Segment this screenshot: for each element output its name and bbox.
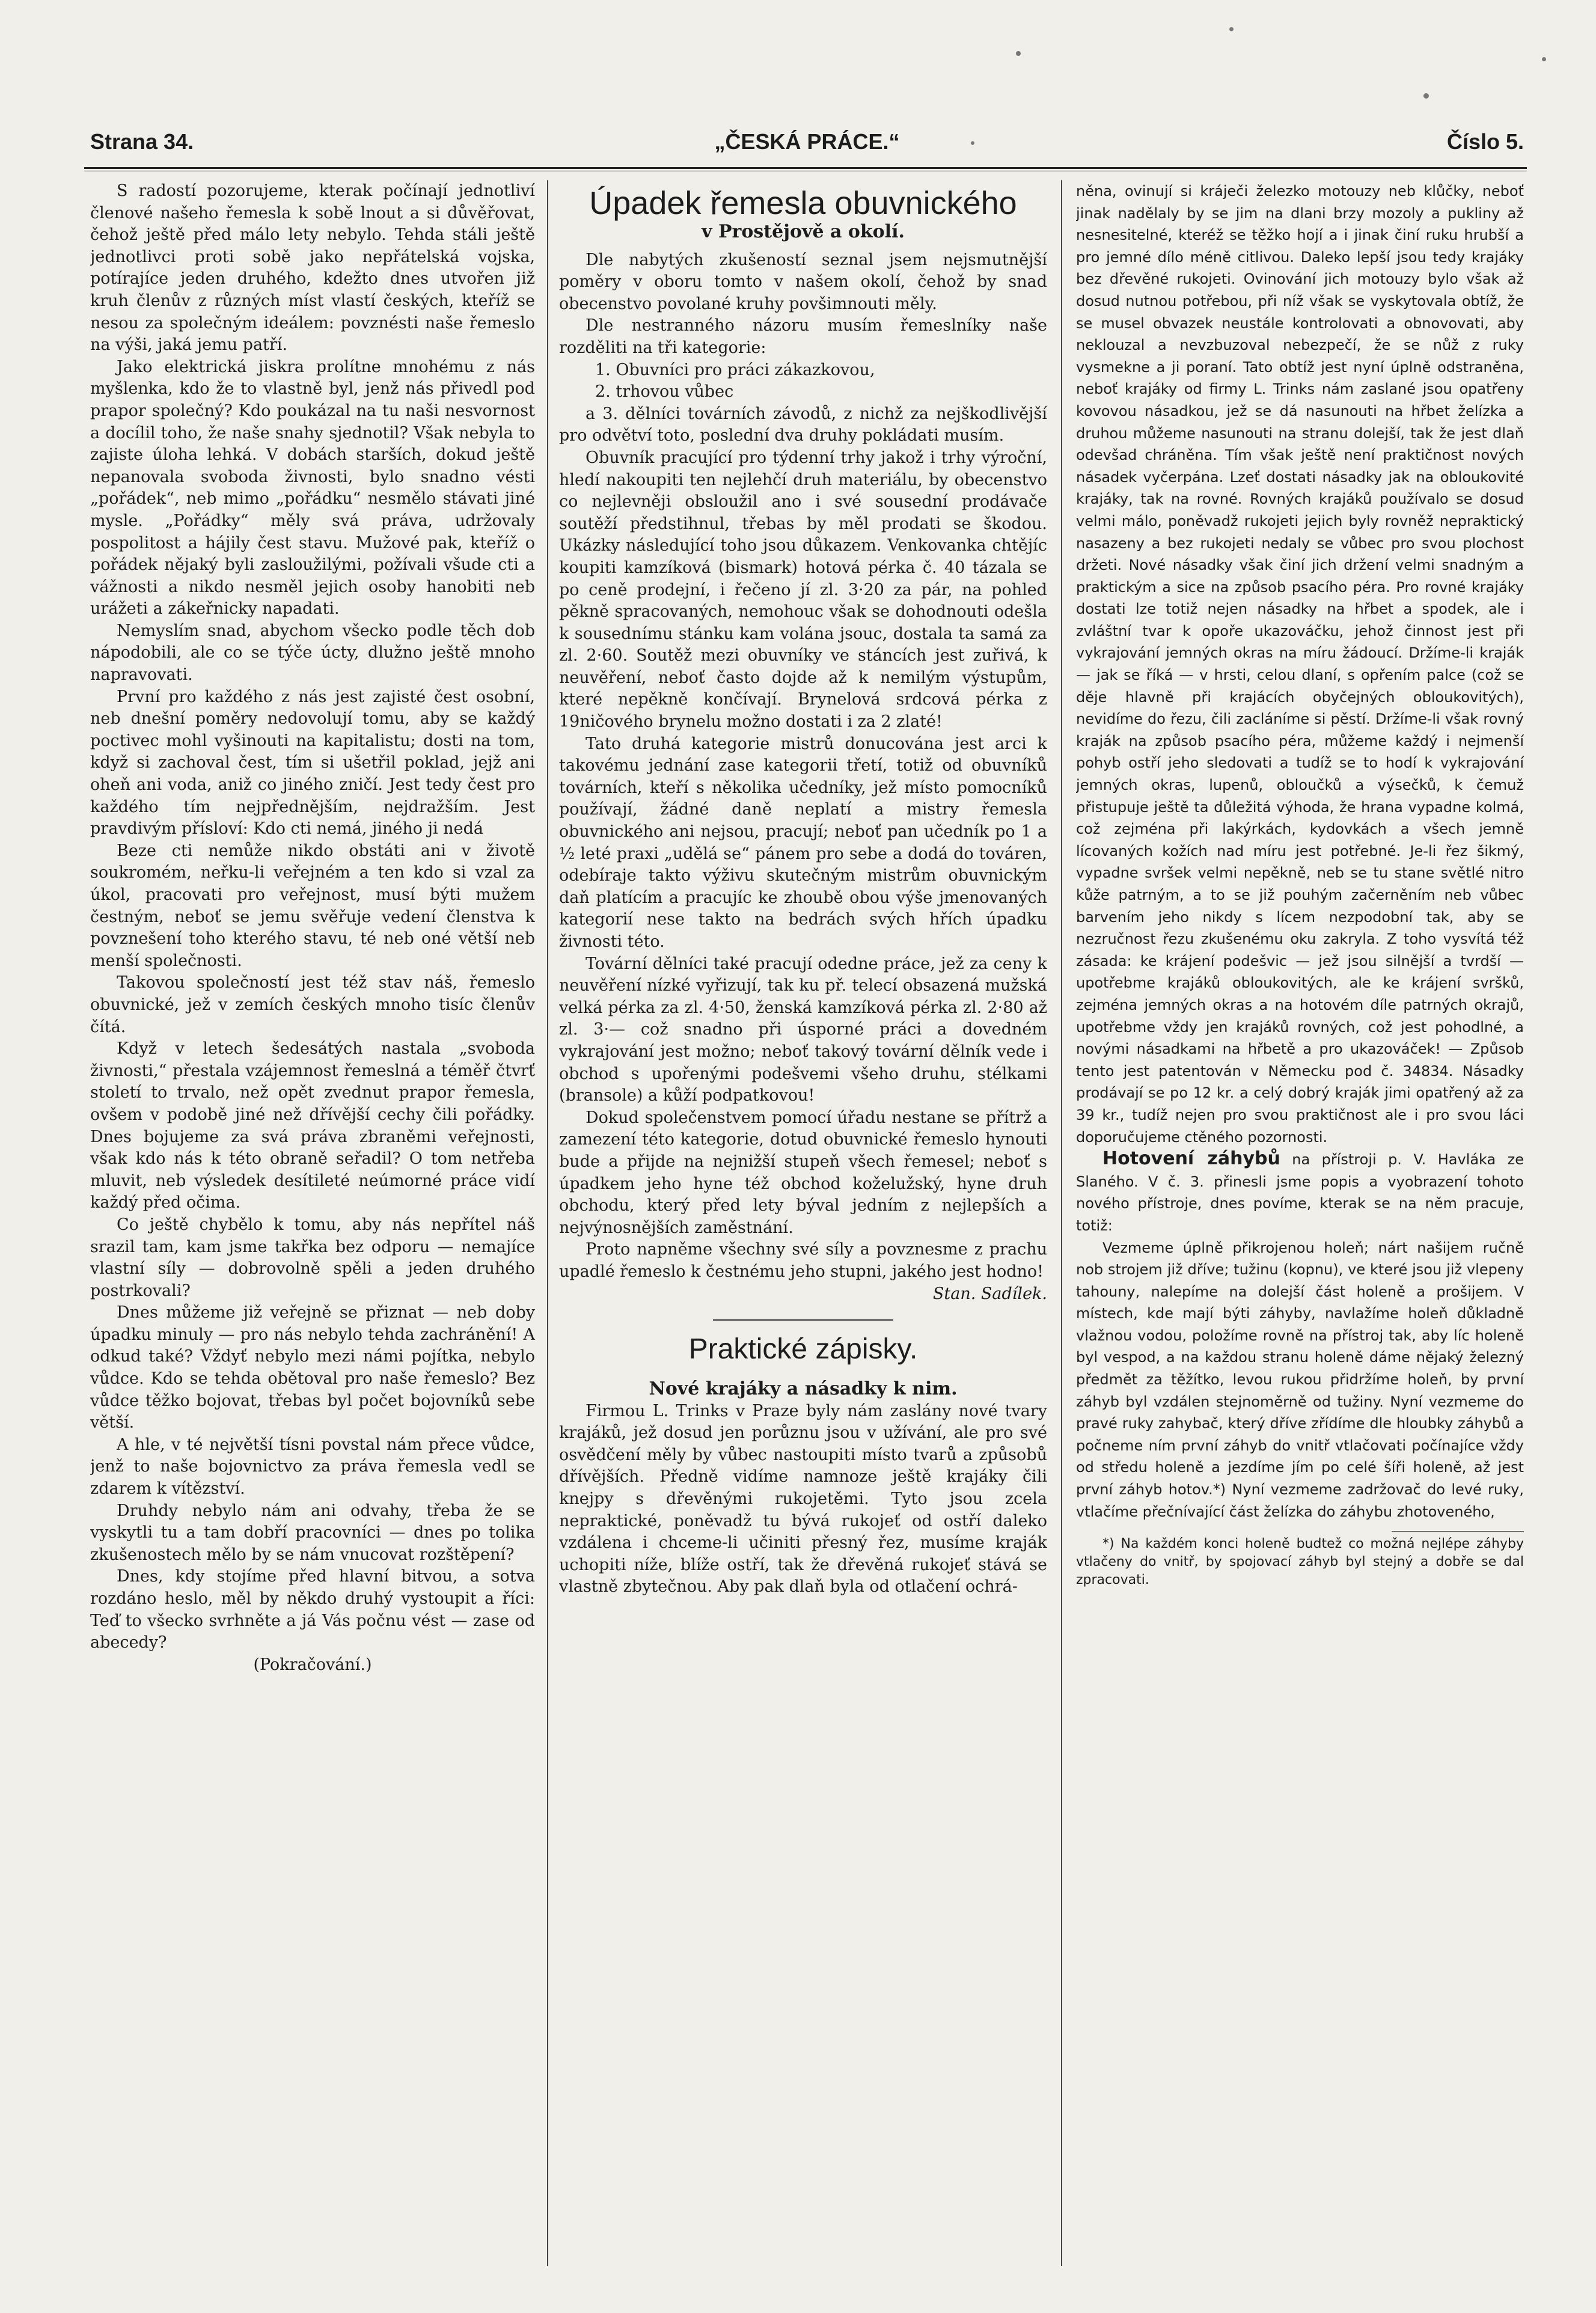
paragraph: Dnes můžeme již veřejně se přiznat — neb doby úpadku minuly — pro nás nebylo tehda zachránění! A odkud také? Vždyť nebylo mezi námi pojítka, nebylo vůdce. Kdo se tehda obětoval pro naše řemeslo? Bez vůdce těžko bojovat, třebas byl počet bojovníků sebe větší.	[90, 1303, 535, 1432]
paragraph: Jako elektrická jiskra prolítne mnohému z nás myšlenka, kdo že to vlastně byl, jenž nás přivedl pod prapor společný? Kdo poukázal na tu naši nesvornost a docílil toho, že naše snahy sjednotil? Však nebyla to zajiste úloha lehká. V dobách starších, dokud ještě nepanovala svoboda živnosti, bylo snadno vésti „pořádek“, neb mimo „pořádku“ nesmělo stávati jiné mysle. „Pořádky“ měly svá práva, udržovaly pospolitost a hájily čest stavu. Mužové pak, kteříž o pořádek nějaký byli zasloužilými, požívali všude cti a vážnosti a nikdo nesměl jejich osoby hanobiti neb urážeti a zákeřnicky napadati.	[90, 357, 535, 619]
scan-speck	[1229, 27, 1234, 31]
section-title: Praktické zápisky.	[688, 1333, 918, 1366]
paragraph: Obuvník pracující pro týdenní trhy jakož i trhy výroční, hledí nakoupiti ten nejlehčí druh materiálu, by obecenstvo co nejlevněji obsloužil ano i své sousední prodávače soutěží předstihnul, třebas by měl prodati se škodou. Ukázky následující toho jsou důkazem. Venkovanka chtějíc koupiti kamzíková (bismark) hotová pérka č. 40 tázala se po ceně prodejní, i řečeno jí zl. 3·20 za pár, na pohled pěkně spracovaných, nemohouc však se dohodnouti odešla k sousednímu stánku kam volána jsouc, dostala ta samá za zl. 2·60. Soutěž mezi obuvníky ve stáncích jest zuřivá, k neuvěření, neboť často dojde až k nemilým výstupům, které nepěkně končívají. Brynelová srdcová pérka z 19ničového brynelu možno dostati i za 2 zlaté!	[559, 448, 1047, 732]
article-subtitle: v Prostějově a okolí.	[702, 221, 905, 242]
column-rule-2	[1061, 180, 1062, 2266]
scan-speck	[971, 141, 974, 145]
scan-speck	[1542, 57, 1546, 61]
page-number: Strana 34.	[90, 129, 194, 154]
scan-speck	[1016, 51, 1021, 56]
running-head	[90, 129, 1524, 163]
paragraph: Tovární dělníci také pracují odedne práce, jež za ceny k neuvěření nízké vyřizují, tak ku př. telecí obsazená mužská velká pérka za zl. 4·50, ženská kamzíková pérka zl. 2·80 až zl. 3·— což snadno při úsporné práci a dovedném vykrajování jest možno; neboť takový tovární dělník vede i obchod s upořenými podešvemi všeho druhu, stélkami (bransole) a kůží podpatkovou!	[559, 954, 1047, 1105]
paragraph: a 3. dělníci továrních závodů, z nichž za nejškodlivější pro odvětví toto, poslední dva druhy pokládati musím.	[559, 404, 1047, 445]
signature: Stan. Sadílek.	[932, 1284, 1047, 1303]
header-rule	[84, 167, 1527, 171]
paragraph: První pro každého z nás jest zajisté čest osobní, neb dnešní poměry nedovolují tomu, aby se každý poctivec mohl vyšinouti na kapitalistu; dosti na tom, když si zachoval čest, tím si ušetřil poklad, jejž ani oheň ani voda, aniž co jiného zničí. Jest tedy čest pro každého tím nejpřednějším, nejdražším. Jest pravdivým přísloví: Kdo cti nemá, jiného ji nedá	[90, 687, 535, 839]
paragraph: Dnes, kdy stojíme před hlavní bitvou, a sotva rozdáno heslo, měl by někdo druhý vystoupit a říci: Teď to všecko svrhněte a já Vás počnu vést — zase od abecedy?	[90, 1567, 535, 1652]
section-divider	[713, 1319, 893, 1321]
issue-number: Číslo 5.	[1446, 129, 1524, 154]
journal-title: „ČESKÁ PRÁCE.“	[714, 129, 900, 154]
continued-note: (Pokračování.)	[253, 1655, 372, 1674]
list-item: 1. Obuvníci pro práci zákazkovou,	[595, 360, 875, 379]
article-lead: na přístroji p. V. Havláka ze Slaného. V č. 3. přinesli jsme popis a vyobrazení tohoto nového přístroje, dnes povíme, kterak se na něm pracuje, totiž:	[1076, 1151, 1524, 1234]
paragraph: Druhdy nebylo nám ani odvahy, třeba že se vyskytli tu a tam dobří pracovníci — dnes po tolika zkušenostech mělo by se nám vnucovat rozštěpení?	[90, 1501, 535, 1564]
paragraph: S radostí pozorujeme, kterak počínají jednotliví členové našeho řemesla k sobě lnout a si důvěřovat, čehož ještě před málo lety nebylo. Tehda stáli ještě jednotlivci proti sobě jako nepřátelská vojska, potírajíce jeden druhého, kdežto dnes utvořen již kruh členův z různých míst vlastí českých, kteříž se nesou za společným ideálem: povznésti naše řemeslo na výši, jaká jemu patří.	[90, 182, 535, 355]
paragraph: Když v letech šedesátých nastala „svoboda živnosti,“ přestala vzájemnost řemeslná a téměř čtvrť století to trvalo, než opět zvednut prapor řemesla, ovšem v podobě jiné než dřívější cechy čili pořádky. Dnes bojujeme za svá práva zbraněmi veřejnosti, však kdo nás k této obraně seřadil? O tom netřeba mluvit, neb výsledek desítileté neúmorné práce vidí každý před očima.	[90, 1039, 535, 1212]
list-item: 2. trhovou vůbec	[595, 382, 734, 402]
paragraph: Proto napněme všechny své síly a povznesme z prachu upadlé řemeslo k čestnému jeho stupni, jakého jest hodno!	[559, 1240, 1047, 1281]
paragraph	[1076, 1148, 1524, 1236]
paragraph: Dle nestranného názoru musím řemeslníky naše rozděliti na tři kategorie:	[559, 316, 1047, 357]
paragraph: Vezmeme úplně přikrojenou holeň; nárt našijem ručně nob strojem již dříve; tužinu (kopnu), ve které jsou již vlepeny tahouny, nalepíme na dolejší část holeně a prošijem. V místech, kde mají býti záhyby, navlažíme holeň důkladně vlažnou vodou, položíme rovně na přístroj tak, aby líc holeně byl vespod, a na každou stranu holeně dáme nějaký železný předmět za těžítko, levou rukou přidržíme holeň, by první záhyb byl vzdálen stejnoměrně od tužiny. Nyní vezmeme do pravé ruky zahybač, který dříve zřídíme dle hloubky záhybů a počneme ním první záhyb do vnitř vtlačovati počínajíce vždy od středu holeně a jezdíme jím po celé šíři holeně, až jest první záhyb hotov.*) Nyní vezmeme zadržovač do levé ruky, vtlačíme přečnívající část želízka do záhybu zhotoveného,	[1076, 1239, 1524, 1520]
paragraph: Dokud společenstvem pomocí úřadu nestane se přítrž a zamezení této kategorie, dotud obuvnické řemeslo hynouti bude a přijde na nejnižší stupeň všech řemesel; neboť s úpadkem jeho hyne též obchod koželužský, hyne druh obchodu, který před lety býval jedním z nejlepších a nejvýnosnějších zaměstnání.	[559, 1108, 1047, 1237]
paragraph: Dle nabytých zkušeností seznal jsem nejsmutnější poměry v oboru tomto v našem okolí, čehož by snad obecenstvo povolané kruhy povšimnouti měly.	[559, 250, 1047, 313]
column-2	[559, 180, 1047, 2254]
column-rule-1	[547, 180, 548, 2266]
column-3	[1076, 180, 1524, 2254]
paragraph: Tato druhá kategorie mistrů donucována jest arci k takovému jednání zase kategorii třetí, totiž od obuvníků továrních, kteří s několika učedníky, jež místo pomocníků používají, žádné daně neplatí a mistry řemesla obuvnického ani nejsou, pracují; neboť pan učedník po 1 a ½ leté praxi „udělá se“ pánem pro sebe a dodá do továren, odebíraje takto výživu skutečným mistrům obuvnickým daň platícím a pracujíc ke zhoubě obou výše jmenovaných kategorií nese takto na bedrách svých hřích úpadku živnosti této.	[559, 734, 1047, 951]
article-title: Nové krajáky a násadky k nim.	[649, 1378, 958, 1400]
paragraph: A hle, v té největší tísni povstal nám přece vůdce, jenž to naše bojovnictvo za práva řemesla vedl se zdarem k vítězství.	[90, 1435, 535, 1499]
paragraph: Beze cti nemůže nikdo obstáti ani v životě soukromém, neřku-li veřejném a ten kdo si vzal za úkol, pracovati pro veřejnost, musí býti mužem čestným, neboť se jemu svěřuje vedení členstva k povznešení toho kterého stavu, té neb oné větší neb menší společnosti.	[90, 841, 535, 970]
article-title: Hotovení záhybů	[1102, 1148, 1280, 1170]
paragraph: Takovou společností jest též stav náš, řemeslo obuvnické, jež v zemích českých mnoho tisíc členův čítá.	[90, 973, 535, 1036]
article-title: Úpadek řemesla obuvnického	[589, 185, 1017, 221]
paragraph: něna, ovinují si kráječi železko motouzy neb klůčky, neboť jinak nadělaly by se jim na dlani brzy mozoly a pukliny až nesnesitelné, kteréž se těžko hojí a i jinak činí ruku hrubší a pro jemné dílo méně citlivou. Daleko lepší jsou tedy krajáky bez dřevěné rukojeti. Ovinování jich motouzy bylo však až dosud nutnou potřebou, při níž však se vyskytovala obtíž, že se musel obvazek neustále kontrolovati a obnovovati, aby neklouzal a nevzbuzoval nebezpečí, že se nůž z ruky vysmekne a ji poraní. Tato obtíž jest nyní úplně odstraněna, neboť krajáky od firmy L. Trinks nám zaslané jsou opatřeny kovovou násadkou, jež se dá nasunouti na hřbet želízka a druhou můžeme nasunouti na stranu dolejší, tak že jest dlaň odevšad chráněna. Tím však ještě není praktičnost nových násadek vyčerpána. Lzeť dostati násadky jak na obloukovité krajáky, tak na rovné. Rovných krajáků používalo se dosud velmi málo, poněvadž rukojeti jejich byly rovněž nepraktický nasazeny a bez rukojeti nedaly se vůbec pro svou plochost držeti. Nové násadky však činí jich držení velmi snadným a praktickým a sice na způsob psacího péra. Pro rovné krajáky dostati lze totiž nejen násadky na hřbet a spodek, ale i zvláštní tvar k opoře ukazováčku, jehož činnost jest při vykrajování jemných okras na míru žádoucí. Držíme-li kraják — jak se říká — v hrsti, celou dlaní, s opřením palce (což se děje hlavně při krajácích obyčejných obloukovitých), nevidíme do řezu, čili zacláníme si pěstí. Držíme-li však rovný kraják na způsob psacího péra, můžeme každý i nejmenší pohyb ostří jeho sledovati a tudíž se to hodí k vykrajování jemných okras, lupenů, obloučků a výsečků, k čemuž přistupuje ještě ta důležitá výhoda, že hrana vypadne kolmá, což zejména při lakýrkách, kydovkách a všech jemně lícovaných kožích nad míru jest potřebné. Je-li řez šikmý, vypadne svršek velmi nepěkně, neb se tu stane světlé nitro kůže patrným, a to se již pouhým začerněním neb vůbec barvením jeho nikdy s lícem nezpodobní tak, aby se nezručnost řezu zkušenému oku zakryla. Z toho vysvítá též zásada: ke krájení podešvic — jež jsou silnější a tvrdší — upotřebme krajáků obloukovitých, ale ke krájení svršků, zejména jemných okras a na hotovém díle patrných okrajů, upotřebme vždy jen krajáků rovných, což jest pohodlné, a novými násadkami na hřbetě a pro ukazováček! — Způsob tento jest patentován v Německu pod č. 34834. Násadky prodávají se po 12 kr. a celý dobrý kraják jimi opatřený až za 39 kr., tudíž nejen pro svou praktičnost ale i pro svou láci doporučujeme ctěného pozornosti.	[1076, 183, 1524, 1146]
paragraph: Firmou L. Trinks v Praze byly nám zaslány nové tvary krajáků, jež dosud jen porůznu jsou v užívání, ale pro své osvědčení měly by vůbec nastoupiti místo tvarů a způsobů dřívějších. Předně vidíme namnoze ještě krajáky čili knejpy s dřevěnými rukojetěmi. Tyto jsou zcela nepraktické, poněvadž tu bývá rukojeť od ostří daleko vzdálena i chceme-li učiniti přesný řez, musíme kraják uchopiti níže, blíže ostří, tak že dřevěná rukojeť stává se vlastně zbytečnou. Aby pak dlaň byla od otlačení ochrá-	[559, 1401, 1047, 1596]
footnote: *) Na každém konci holeně budtež co možná nejlépe záhyby vtlačeny do vnitř, by spojovací záhyb byl stejný a dobře se dal zpracovati.	[1076, 1536, 1524, 1588]
scan-speck	[1423, 93, 1429, 99]
paragraph: Co ještě chybělo k tomu, aby nás nepřítel náš srazil tam, kam jsme takřka bez odporu — nemajíce vlastní síly — dobrovolně spěli a jeden druhého postrkovali?	[90, 1215, 535, 1300]
column-1	[90, 180, 535, 2254]
paragraph: Nemyslím snad, abychom všecko podle těch dob nápodobili, ale co se týče úcty, dlužno ještě mnoho napravovati.	[90, 621, 535, 685]
footnote-rule	[1392, 1531, 1524, 1532]
